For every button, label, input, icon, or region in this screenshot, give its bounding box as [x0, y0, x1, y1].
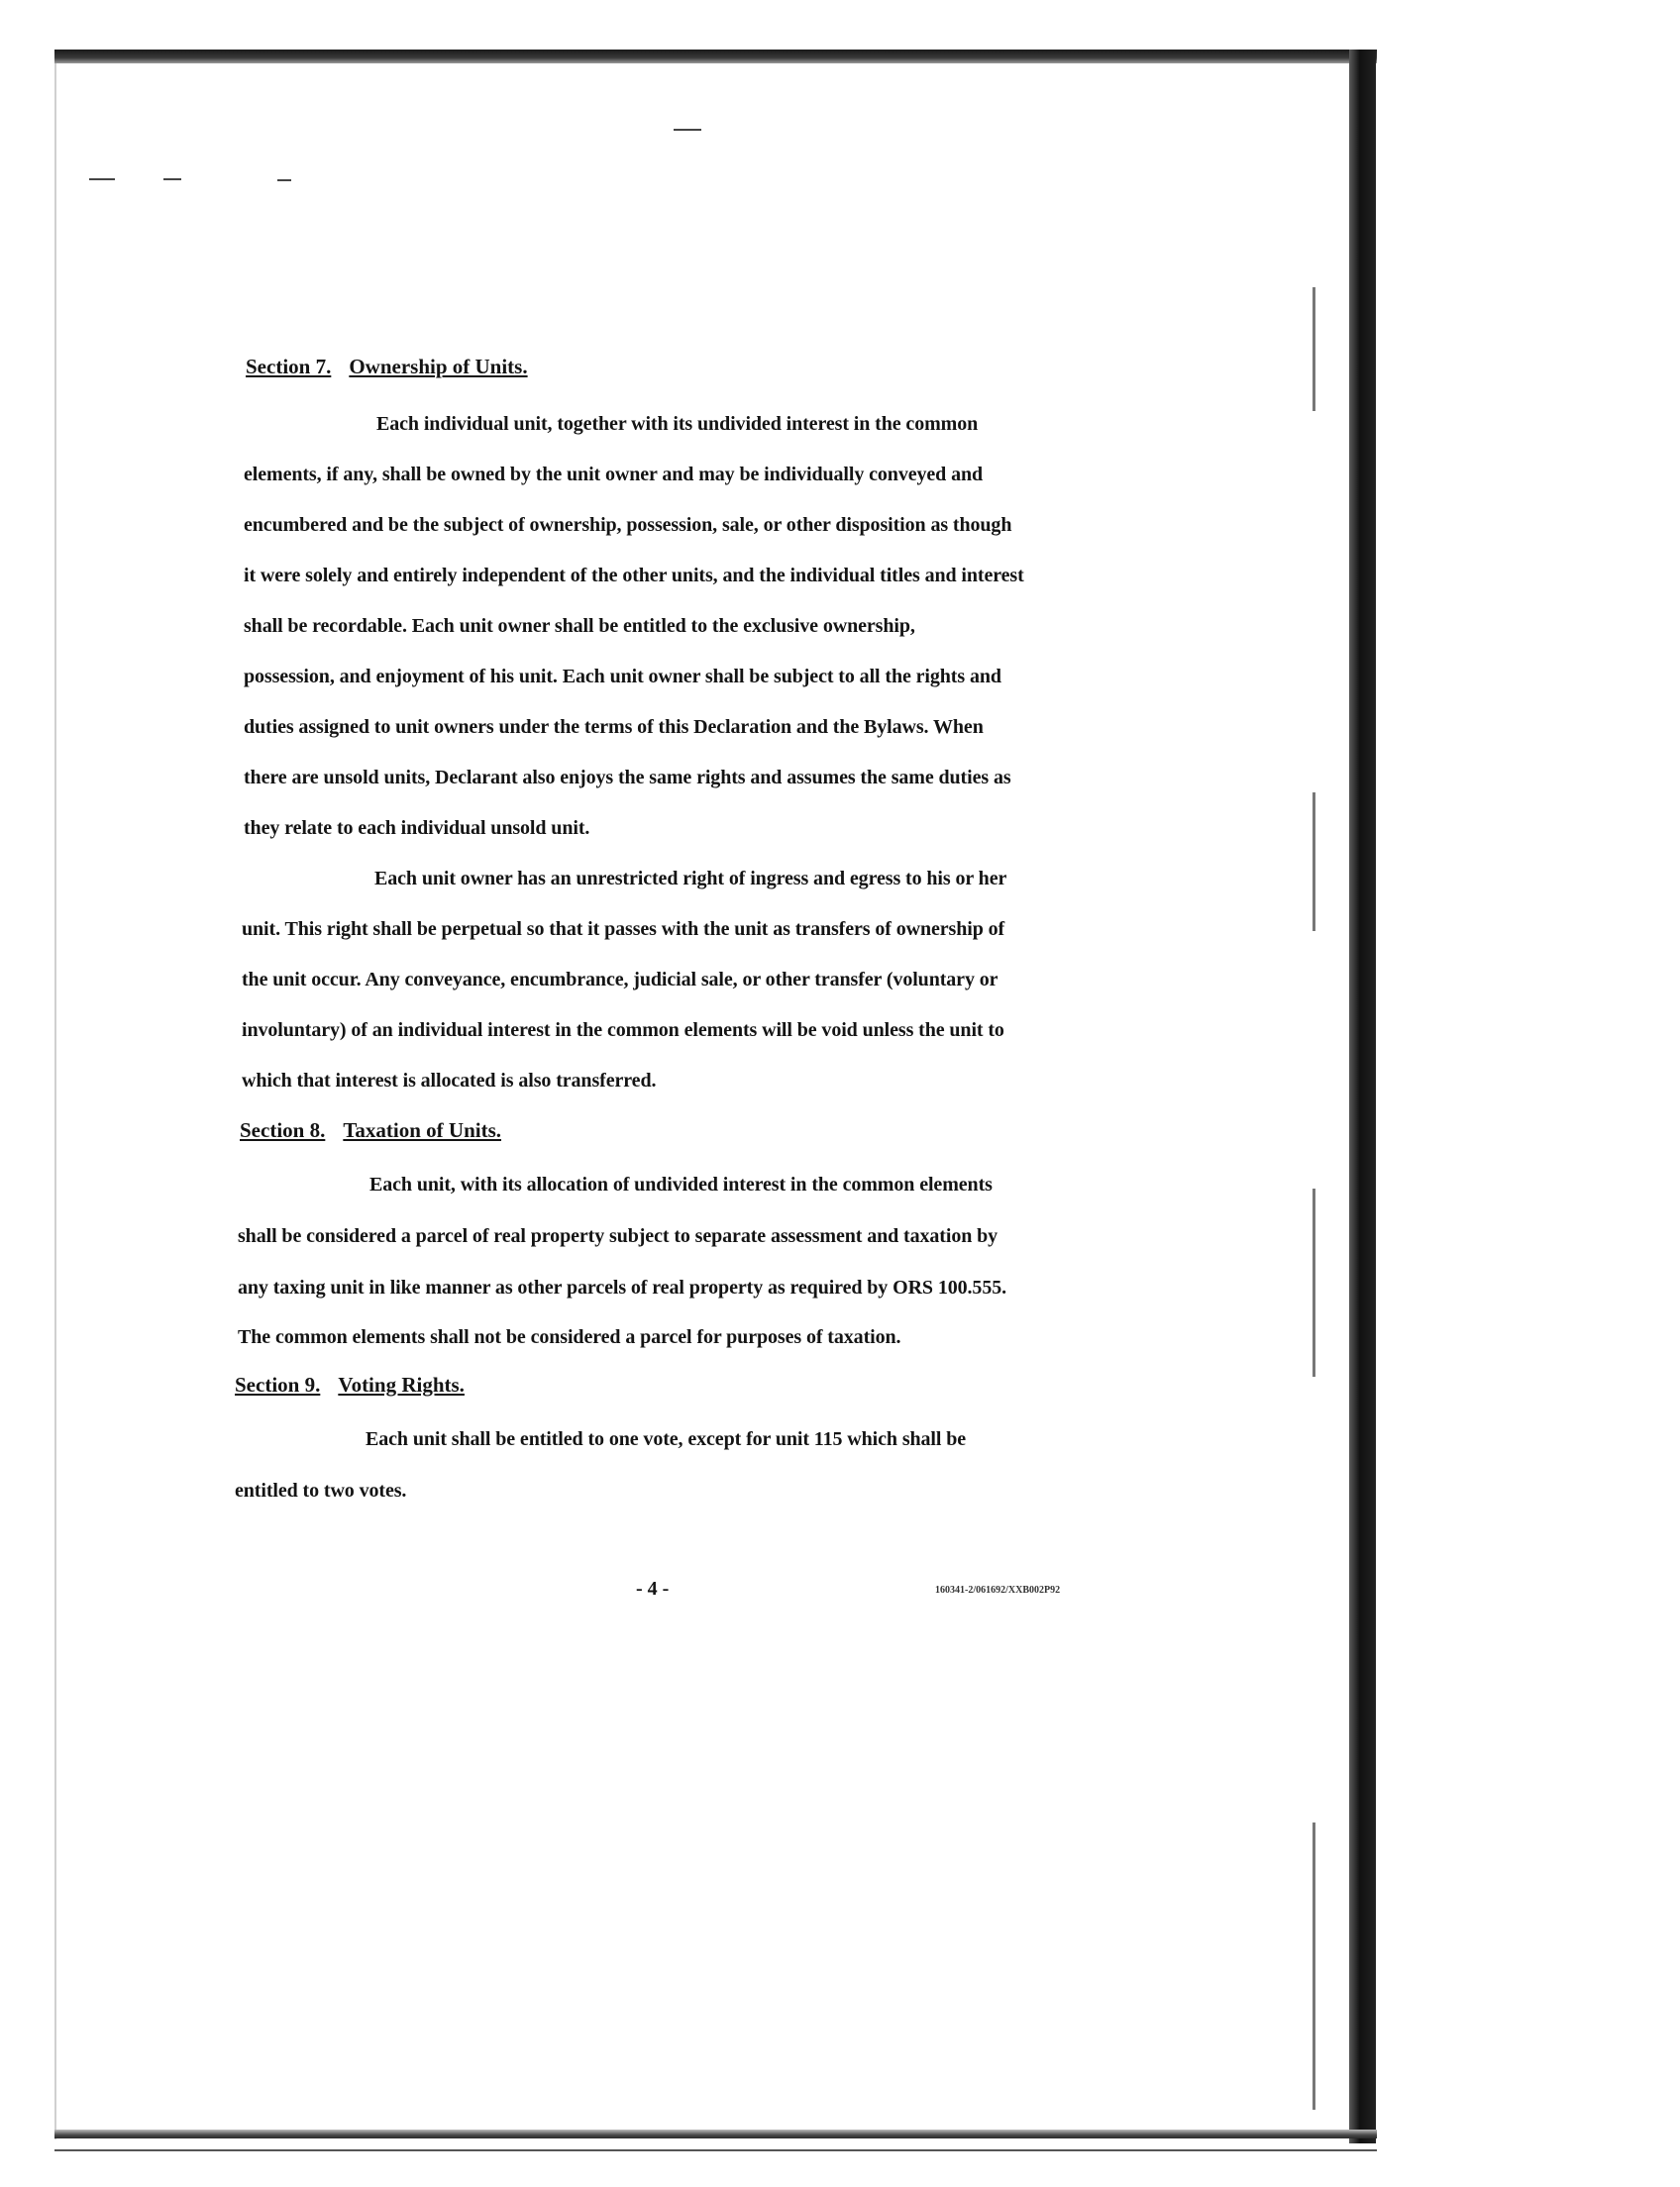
section-number: Section 7.	[246, 355, 332, 378]
text-line: possession, and enjoyment of his unit. Each unit owner shall be subject to all the rights and	[244, 666, 1001, 687]
text-line: the unit occur. Any conveyance, encumbrance, judicial sale, or other transfer (voluntary or	[242, 969, 998, 990]
document-code: 160341-2/061692/XXB002P92	[935, 1585, 1061, 1596]
text-line: involuntary) of an individual interest in the common elements will be void unless the unit to	[242, 1019, 1004, 1041]
text-line: Each unit shall be entitled to one vote, except for unit 115 which shall be	[366, 1428, 967, 1450]
section-title: Ownership of Units.	[349, 355, 528, 378]
text-line: any taxing unit in like manner as other parcels of real property as required by ORS 100.555.	[238, 1277, 1007, 1299]
section-title: Voting Rights.	[338, 1373, 465, 1397]
text-line: shall be considered a parcel of real property subject to separate assessment and taxation by	[238, 1225, 998, 1247]
section-7-heading	[246, 355, 528, 379]
text-line: unit. This right shall be perpetual so that it passes with the unit as transfers of ownership of	[242, 918, 1005, 940]
text-line: which that interest is allocated is also transferred.	[242, 1070, 657, 1092]
section-number: Section 8.	[240, 1118, 326, 1142]
text-line: encumbered and be the subject of ownership, possession, sale, or other disposition as though	[244, 514, 1012, 536]
text-line: Each unit, with its allocation of undivided interest in the common elements	[369, 1174, 993, 1196]
section-8-heading	[240, 1118, 501, 1143]
section-9-heading	[235, 1373, 465, 1398]
text-line: it were solely and entirely independent of the other units, and the individual titles and interest	[244, 565, 1024, 586]
text-line: Each individual unit, together with its undivided interest in the common	[376, 413, 979, 435]
section-number: Section 9.	[235, 1373, 321, 1397]
text-line: they relate to each individual unsold unit.	[244, 817, 590, 839]
text-line: elements, if any, shall be owned by the unit owner and may be individually conveyed and	[244, 464, 984, 485]
text-line: entitled to two votes.	[235, 1480, 407, 1502]
text-line: duties assigned to unit owners under the terms of this Declaration and the Bylaws. When	[244, 716, 984, 738]
text-line: shall be recordable. Each unit owner shall be entitled to the exclusive ownership,	[244, 615, 915, 637]
page-number: - 4 -	[636, 1578, 670, 1600]
text-line: The common elements shall not be considered a parcel for purposes of taxation.	[238, 1326, 901, 1348]
text-line: Each unit owner has an unrestricted right of ingress and egress to his or her	[374, 868, 1007, 889]
text-line: there are unsold units, Declarant also enjoys the same rights and assumes the same duties as	[244, 767, 1011, 788]
section-title: Taxation of Units.	[343, 1118, 502, 1142]
